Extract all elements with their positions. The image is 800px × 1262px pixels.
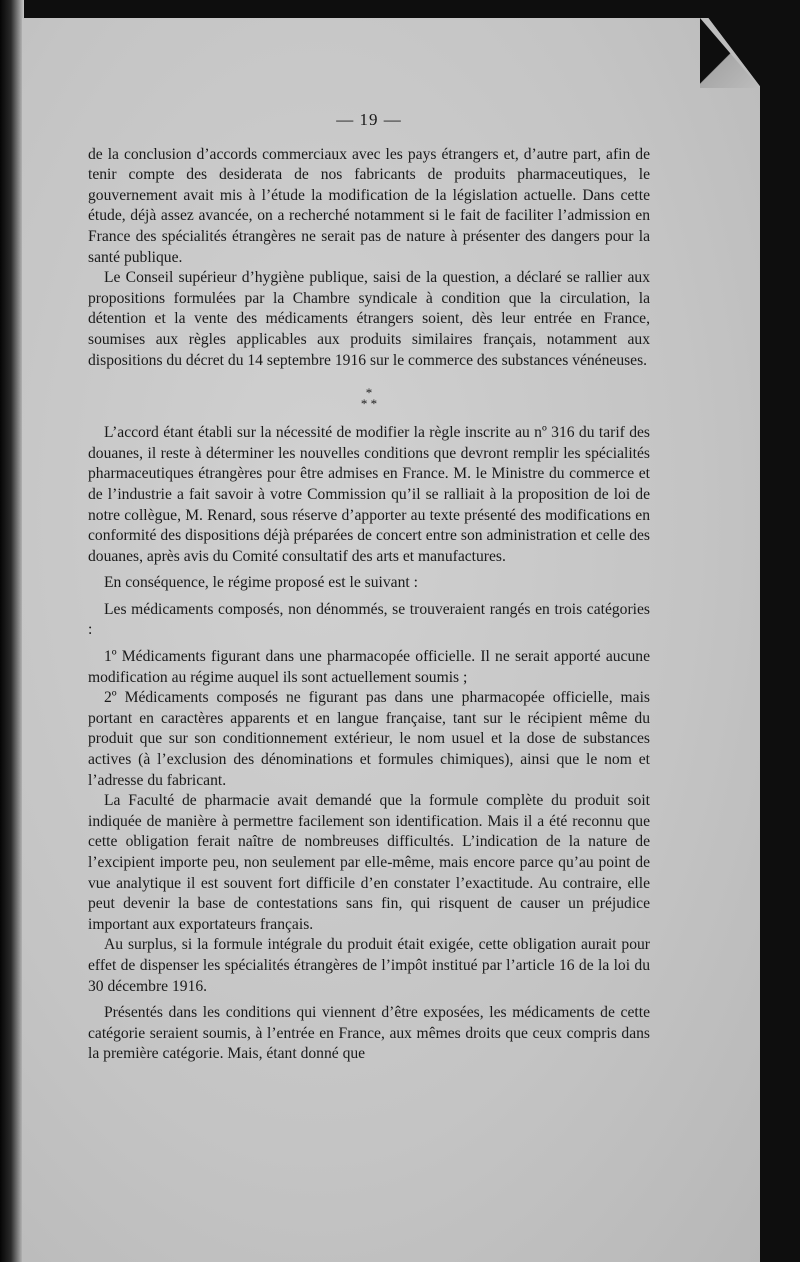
paragraph: de la conclusion d’accords commerciaux avec les pays étrangers et, d’autre part, afin de tenir compte des desiderata de nos fabricants de produits pharmaceutiques, le gouvernement avait mis à l’étude la modification de la législation actuelle. Dans cette étude, déjà assez avancée, on a recherché notamment si le fait de faciliter l’admission en France des spécialités étrangères ne serait pas de nature à présenter des dangers pour la santé publique.: [88, 145, 650, 266]
paragraph: Présentés dans les conditions qui viennent d’être exposées, les médicaments de cette catégorie seraient soumis, à l’entrée en France, aux mêmes droits que ceux compris dans la première catégorie. Mais, étant donné que: [88, 1004, 650, 1063]
paragraph: L’accord étant établi sur la nécessité de modifier la règle inscrite au nº 316 du tarif des douanes, il reste à déterminer les nouvelles conditions que devront remplir les spécialités pharmaceutiques étrangères pour être admises en France. M. le Ministre du commerce et de l’industrie a fait savoir à votre Commission qu’il se ralliait à la proposition de loi de notre collègue, M. Renard, sous réserve d’apporter au texte présenté des modifications en conformité des dispositions déjà préparées de concert entre son administration et celle des douanes, après avis du Comité consultatif des arts et manufactures.: [88, 424, 650, 565]
paragraph: En conséquence, le régime proposé est le suivant :: [104, 574, 418, 592]
page-text: [88, 110, 650, 1065]
page-number: — 19 —: [336, 110, 402, 129]
list-item: 2º Médicaments composés ne figurant pas dans une pharmacopée officielle, mais portant en caractères apparents et en langue française, tant sur le récipient même du produit que sur son conditionnement extérieur, le nom usuel et la dose de substances actives (à l’exclusion des dénominations et formules chimiques), ainsi que le nom et l’adresse du fabricant.: [88, 689, 650, 789]
asterism-bottom: * *: [360, 396, 378, 412]
book-binding-edge: [0, 0, 24, 1262]
paragraph: Au surplus, si la formule intégrale du produit était exigée, cette obligation aurait pour effet de dispenser les spécialités étrangères de l’impôt institué par l’article 16 de la loi du 30 décembre 1916.: [88, 936, 650, 995]
paragraph: Le Conseil supérieur d’hygiène publique, saisi de la question, a déclaré se rallier aux propositions formulées par la Chambre syndicale à condition que la circulation, la détention et la vente des médicaments étrangers soient, dès leur entrée en France, soumises aux règles applicables aux produits similaires français, notamment aux dispositions du décret du 14 septembre 1916 sur le commerce des substances vénéneuses.: [88, 269, 650, 369]
paragraph: Les médicaments composés, non dénommés, se trouveraient rangés en trois catégories :: [88, 600, 650, 639]
asterism-top: *: [365, 385, 373, 401]
list-item: 1º Médicaments figurant dans une pharmacopée officielle. Il ne serait apporté aucune modification au régime auquel ils sont actuellement soumis ;: [88, 648, 650, 686]
paragraph: La Faculté de pharmacie avait demandé que la formule complète du produit soit indiquée de manière à permettre facilement son identification. Mais il a été reconnu que cette obligation ferait naître de nombreuses difficultés. L’indication de la nature de l’excipient importe peu, non seulement par elle-même, mais encore parce qu’au point de vue analytique il est souvent fort difficile d’en constater l’exactitude. Au contraire, elle peut devenir la base de contestations sans fin, qui risquent de causer un préjudice important aux exportateurs français.: [88, 792, 650, 933]
folded-corner: [700, 18, 760, 88]
section-asterism: [88, 385, 650, 412]
